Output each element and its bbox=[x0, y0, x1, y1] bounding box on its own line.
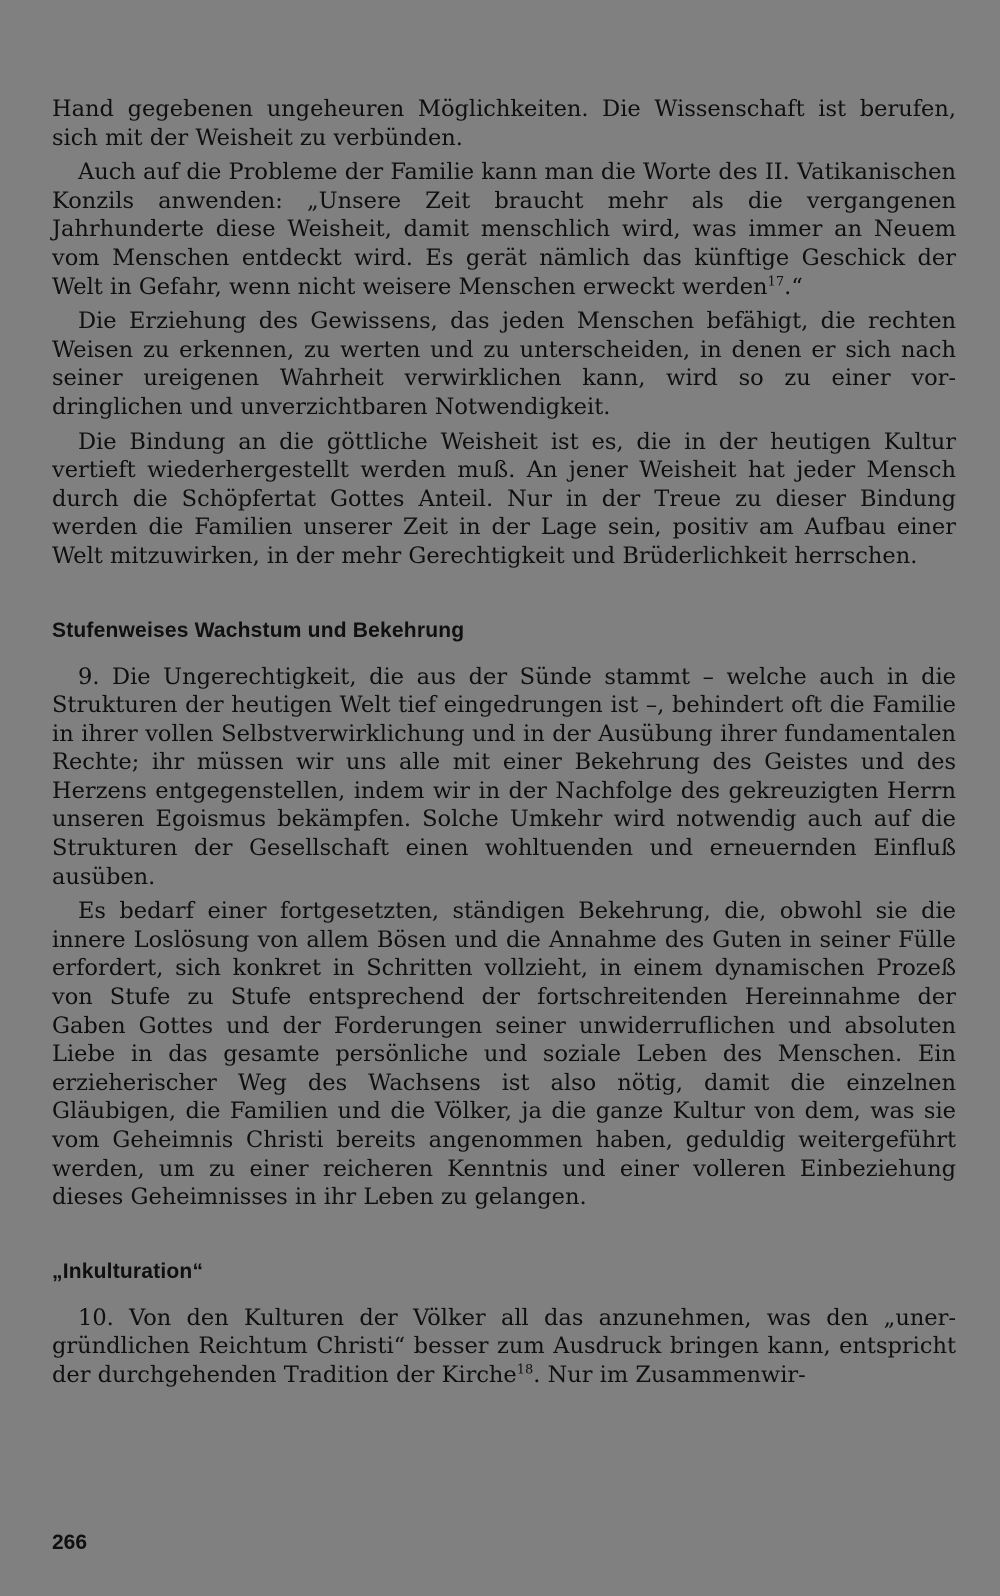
section-heading-wachstum: Stufenweises Wachstum und Bekehrung bbox=[52, 618, 465, 642]
paragraph-konzil-quote-text: Auch auf die Probleme der Familie kann man die Worte des II. Vatikanischen Konzils anwenden: „Unsere Zeit braucht mehr als die vergangenen Jahrhunderte diese Weisheit, damit menschlich wird, was immer an Neuem vom Menschen entdeckt wird. Es gerät nämlich das künftige Geschick der Welt in Gefahr, wenn nicht weisere Menschen erweckt werden bbox=[52, 159, 956, 300]
paragraph-continuation: Hand gegebenen ungeheuren Möglichkeiten. Die Wissenschaft ist berufen, sich mit der Weisheit zu verbünden. bbox=[52, 96, 956, 151]
paragraph-gewissen: Die Erziehung des Gewissens, das jeden Menschen befähigt, die rechten Weisen zu erkennen, zu werten und zu unterscheiden, in denen er sich nach seiner ureigenen Wahrheit verwirklichen kann, wird so zu einer vordringlichen und unverzichtbaren Notwendigkeit. bbox=[52, 308, 956, 420]
paragraph-weisheit: Die Bindung an die göttliche Weisheit ist es, die in der heutigen Kultur vertieft wiederhergestellt werden muß. An jener Weisheit hat jeder Mensch durch die Schöpfertat Gottes Anteil. Nur in der Treue zu dieser Bindung werden die Familien unserer Zeit in der Lage sein, positiv am Aufbau einer Welt mitzuwirken, in der mehr Gerechtigkeit und Brüderlichkeit herrschen. bbox=[52, 428, 956, 569]
paragraph-konzil-quote bbox=[52, 158, 956, 301]
footnote-ref-17: 17 bbox=[767, 274, 785, 290]
paragraph-9: 9. Die Ungerechtigkeit, die aus der Sünde stammt – welche auch in die Strukturen der heutigen Welt tief eingedrungen ist –, behindert oft die Familie in ihrer vollen Selbstverwirklichung und in der Ausübung ihrer fundamentalen Rechte; ihr müssen wir uns alle mit einer Bekehrung des Geistes und des Herzens entgegenstellen, indem wir in der Nachfolge des gekreuzigten Herrn unseren Egoismus bekämpfen. Solche Umkehr wird notwendig auch auf die Strukturen der Gesellschaft einen wohltuenden und erneuernden Einfluß ausüben. bbox=[52, 663, 956, 890]
paragraph-10 bbox=[52, 1304, 956, 1390]
section-heading-inkulturation: „Inkulturation“ bbox=[52, 1259, 204, 1283]
paragraph-10-end: . Nur im Zusammenwir- bbox=[533, 1361, 806, 1388]
footnote-ref-18: 18 bbox=[516, 1362, 534, 1378]
paragraph-konzil-quote-end: .“ bbox=[784, 273, 803, 300]
paragraph-10-text: 10. Von den Kulturen der Völker all das anzunehmen, was den „unergründlichen Reichtum Christi“ besser zum Ausdruck bringen kann, entspricht der durchgehenden Tradition der Kirche bbox=[52, 1304, 956, 1388]
page-number: 266 bbox=[52, 1531, 88, 1554]
page-body bbox=[52, 95, 956, 1396]
paragraph-bekehrung: Es bedarf einer fortgesetzten, ständigen Bekehrung, die, obwohl sie die innere Loslösung von allem Bösen und die Annahme des Guten in seiner Fülle erfordert, sich konkret in Schritten vollzieht, in einem dynamischen Prozeß von Stufe zu Stufe entsprechend der fortschreitenden Hereinnahme der Gaben Gottes und der Forderungen seiner unwiderruflichen und absoluten Liebe in das gesamte persönliche und soziale Leben des Menschen. Ein erzieherischer Weg des Wachsens ist also nötig, damit die einzelnen Gläubigen, die Familien und die Völker, ja die ganze Kultur von dem, was sie vom Geheimnis Christi bereits angenommen haben, geduldig weitergeführt werden, um zu einer reicheren Kenntnis und einer volleren Einbeziehung dieses Geheimnisses in ihr Leben zu gelangen. bbox=[52, 898, 956, 1211]
